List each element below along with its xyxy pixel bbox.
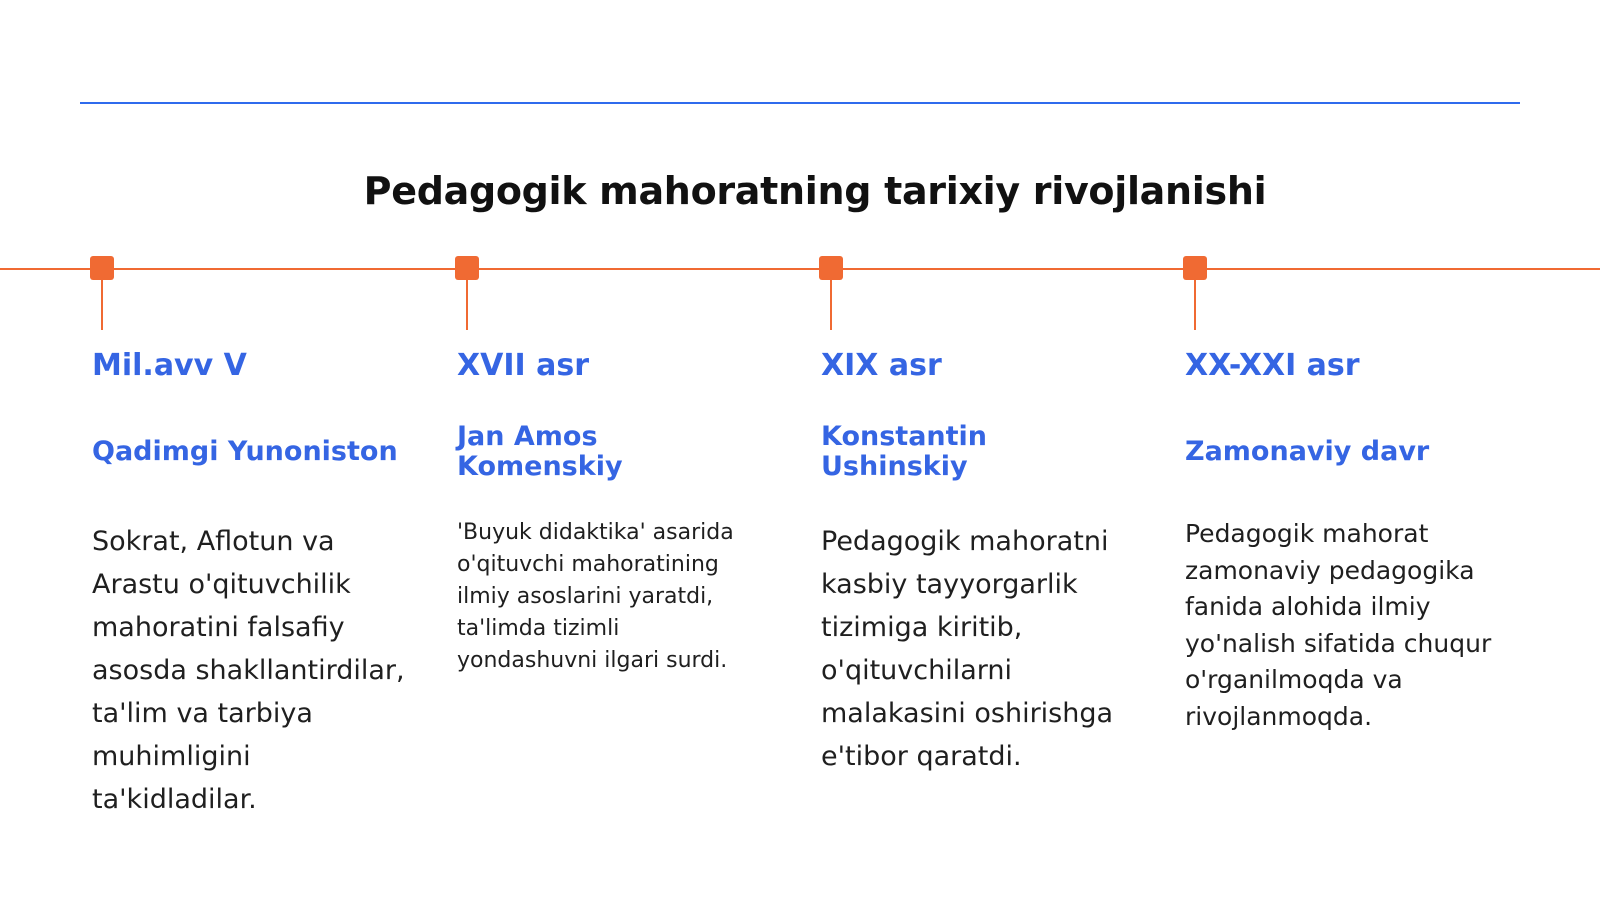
timeline-stem — [466, 280, 468, 330]
timeline-era: XVII asr — [457, 348, 590, 383]
timeline-subject: Jan Amos Komenskiy — [457, 421, 623, 482]
timeline-era: XIX asr — [821, 348, 942, 383]
timeline-stem — [830, 280, 832, 330]
timeline-marker — [90, 256, 114, 280]
timeline-stem — [101, 280, 103, 330]
timeline-item-modern-era — [1183, 0, 1513, 899]
timeline-subject: Qadimgi Yunoniston — [92, 436, 398, 468]
timeline-subject: Zamonaviy davr — [1185, 436, 1430, 468]
slide-title: Pedagogik mahoratning tarixiy rivojlanishi — [363, 169, 1267, 214]
timeline-item-ancient-greece — [90, 0, 420, 899]
timeline-item-komenskiy — [455, 0, 785, 899]
timeline-description: 'Buyuk didaktika' asarida o'qituvchi mahoratining ilmiy asoslarini yaratdi, ta'limda tizimli yondashuvni ilgari surdi. — [457, 520, 734, 673]
timeline-stem — [1194, 280, 1196, 330]
timeline-description: Sokrat, Aflotun va Arastu o'qituvchilik mahoratini falsafiy asosda shakllantirdilar, ta'lim va tarbiya muhimligini ta'kidladilar. — [92, 526, 405, 815]
timeline-marker — [1183, 256, 1207, 280]
timeline-marker — [455, 256, 479, 280]
timeline-era: Mil.avv V — [92, 348, 247, 383]
timeline-description: Pedagogik mahorat zamonaviy pedagogika fanida alohida ilmiy yo'nalish sifatida chuqur o'rganilmoqda va rivojlanmoqda. — [1185, 519, 1492, 731]
timeline-item-ushinskiy — [819, 0, 1149, 899]
timeline-subject: Konstantin Ushinskiy — [821, 421, 988, 482]
timeline-description: Pedagogik mahoratni kasbiy tayyorgarlik tizimiga kiritib, o'qituvchilarni malakasini oshirishga e'tibor qaratdi. — [821, 526, 1114, 772]
timeline-marker — [819, 256, 843, 280]
timeline-era: XX-XXI asr — [1185, 348, 1360, 383]
